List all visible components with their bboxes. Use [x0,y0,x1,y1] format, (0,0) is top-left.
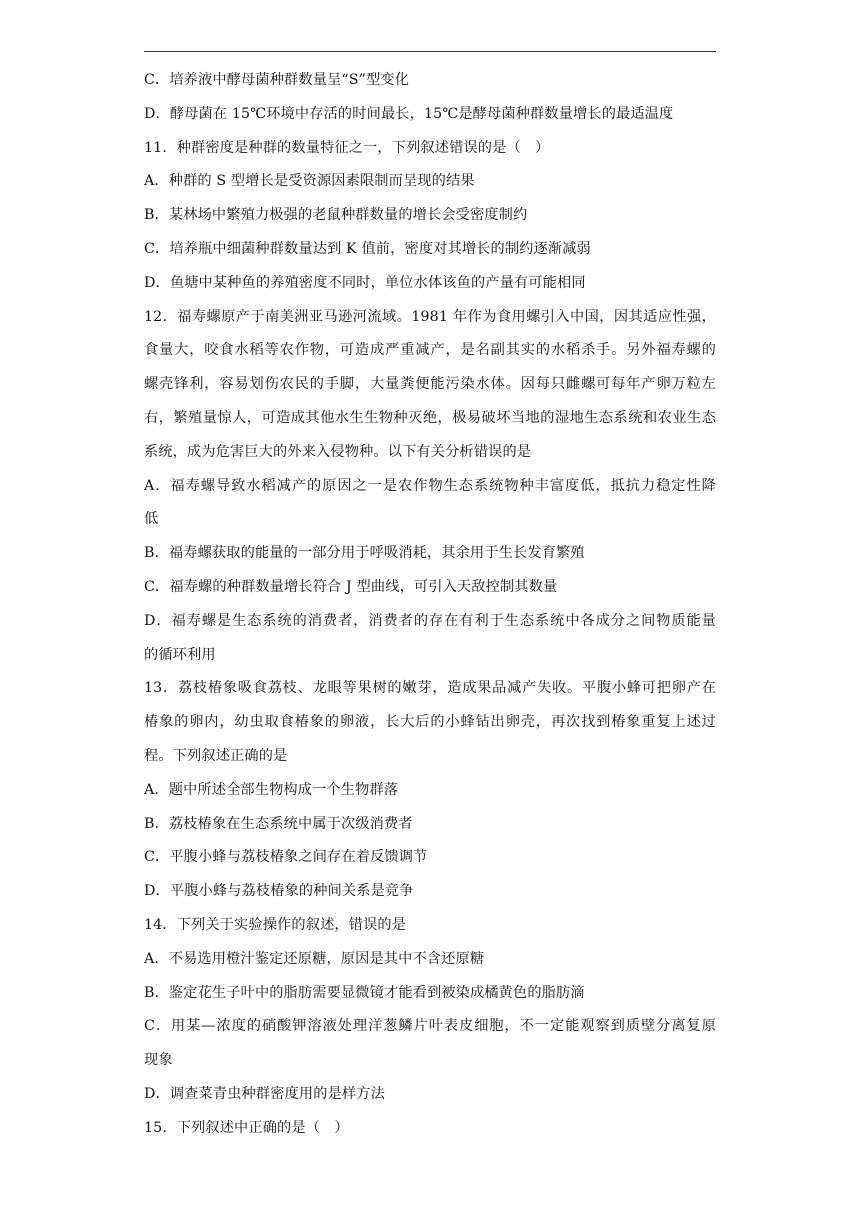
option-12d-line-2: 的循环利用 [144,646,216,663]
question-13-stem-line-1: 13．荔枝椿象吸食荔枝、龙眼等果树的嫩芽，造成果品减产失收。平腹小蜂可把卵产在 [144,680,716,697]
question-13-stem-line-2: 椿象的卵内，幼虫取食椿象的卵液，长大后的小蜂钻出卵壳，再次找到椿象重复上述过 [144,714,716,731]
question-12-stem-line-1: 12．福寿螺原产于南美洲亚马逊河流域。1981 年作为食用螺引入中国，因其适应性强， [144,308,716,325]
question-13-stem-line-3: 程。下列叙述正确的是 [144,747,288,764]
option-12c: C．福寿螺的种群数量增长符合 J 型曲线，可引入天敌控制其数量 [144,578,558,595]
question-14-stem: 14．下列关于实验操作的叙述，错误的是 [144,916,407,933]
header-rule [144,51,716,52]
option-11a: A．种群的 S 型增长是受资源因素限制而呈现的结果 [144,173,475,190]
question-12-stem-line-4: 右，繁殖量惊人，可造成其他水生生物种灭绝，极易破坏当地的湿地生态系统和农业生态 [144,409,716,426]
question-text-block [144,64,716,1146]
question-12-stem-line-3: 螺壳锋利，容易划伤农民的手脚，大量粪便能污染水体。因每只雌螺可每年产卵万粒左 [144,376,716,393]
option-13c: C．平腹小蜂与荔枝椿象之间存在着反馈调节 [144,849,428,866]
option-14b: B．鉴定花生子叶中的脂肪需要显微镜才能看到被染成橘黄色的脂肪滴 [144,984,585,1001]
option-11d: D．鱼塘中某种鱼的养殖密度不同时，单位水体该鱼的产量有可能相同 [144,274,586,291]
option-14c-line-2: 现象 [144,1052,173,1069]
question-12-stem-line-2: 食量大，咬食水稻等农作物，可造成严重减产，是名副其实的水稻杀手。另外福寿螺的 [144,342,716,359]
question-15-stem: 15．下列叙述中正确的是（ ） [144,1119,349,1136]
option-14c-line-1: C．用某—浓度的硝酸钾溶液处理洋葱鳞片叶表皮细胞，不一定能观察到质壁分离复原 [144,1018,716,1035]
option-12a-line-2: 低 [144,511,159,528]
question-12-stem-line-5: 系统，成为危害巨大的外来入侵物种。以下有关分析错误的是 [144,443,532,460]
option-11c: C．培养瓶中细菌种群数量达到 K 值前，密度对其增长的制约逐渐减弱 [144,240,591,257]
question-11-stem: 11．种群密度是种群的数量特征之一，下列叙述错误的是（ ） [144,139,550,156]
option-12a-line-1: A．福寿螺导致水稻减产的原因之一是农作物生态系统物种丰富度低，抵抗力稳定性降 [144,477,716,494]
option-10c: C．培养液中酵母菌种群数量呈“S”型变化 [144,72,410,88]
option-12d-line-1: D．福寿螺是生态系统的消费者，消费者的存在有利于生态系统中各成分之间物质能量 [144,612,716,629]
option-13a: A．题中所述全部生物构成一个生物群落 [144,781,399,798]
option-14a: A．不易选用橙汁鉴定还原糖，原因是其中不含还原糖 [144,950,485,967]
option-12b: B．福寿螺获取的能量的一部分用于呼吸消耗，其余用于生长发育繁殖 [144,545,585,562]
option-11b: B．某林场中繁殖力极强的老鼠种群数量的增长会受密度制约 [144,207,528,224]
option-14d: D．调查菜青虫种群密度用的是样方法 [144,1085,385,1102]
option-10d: D．酵母菌在 15℃环境中存活的时间最长，15℃是酵母菌种群数量增长的最适温度 [144,105,674,122]
option-13d: D．平腹小蜂与荔枝椿象的种间关系是竞争 [144,883,414,900]
option-13b: B．荔枝椿象在生态系统中属于次级消费者 [144,815,413,832]
